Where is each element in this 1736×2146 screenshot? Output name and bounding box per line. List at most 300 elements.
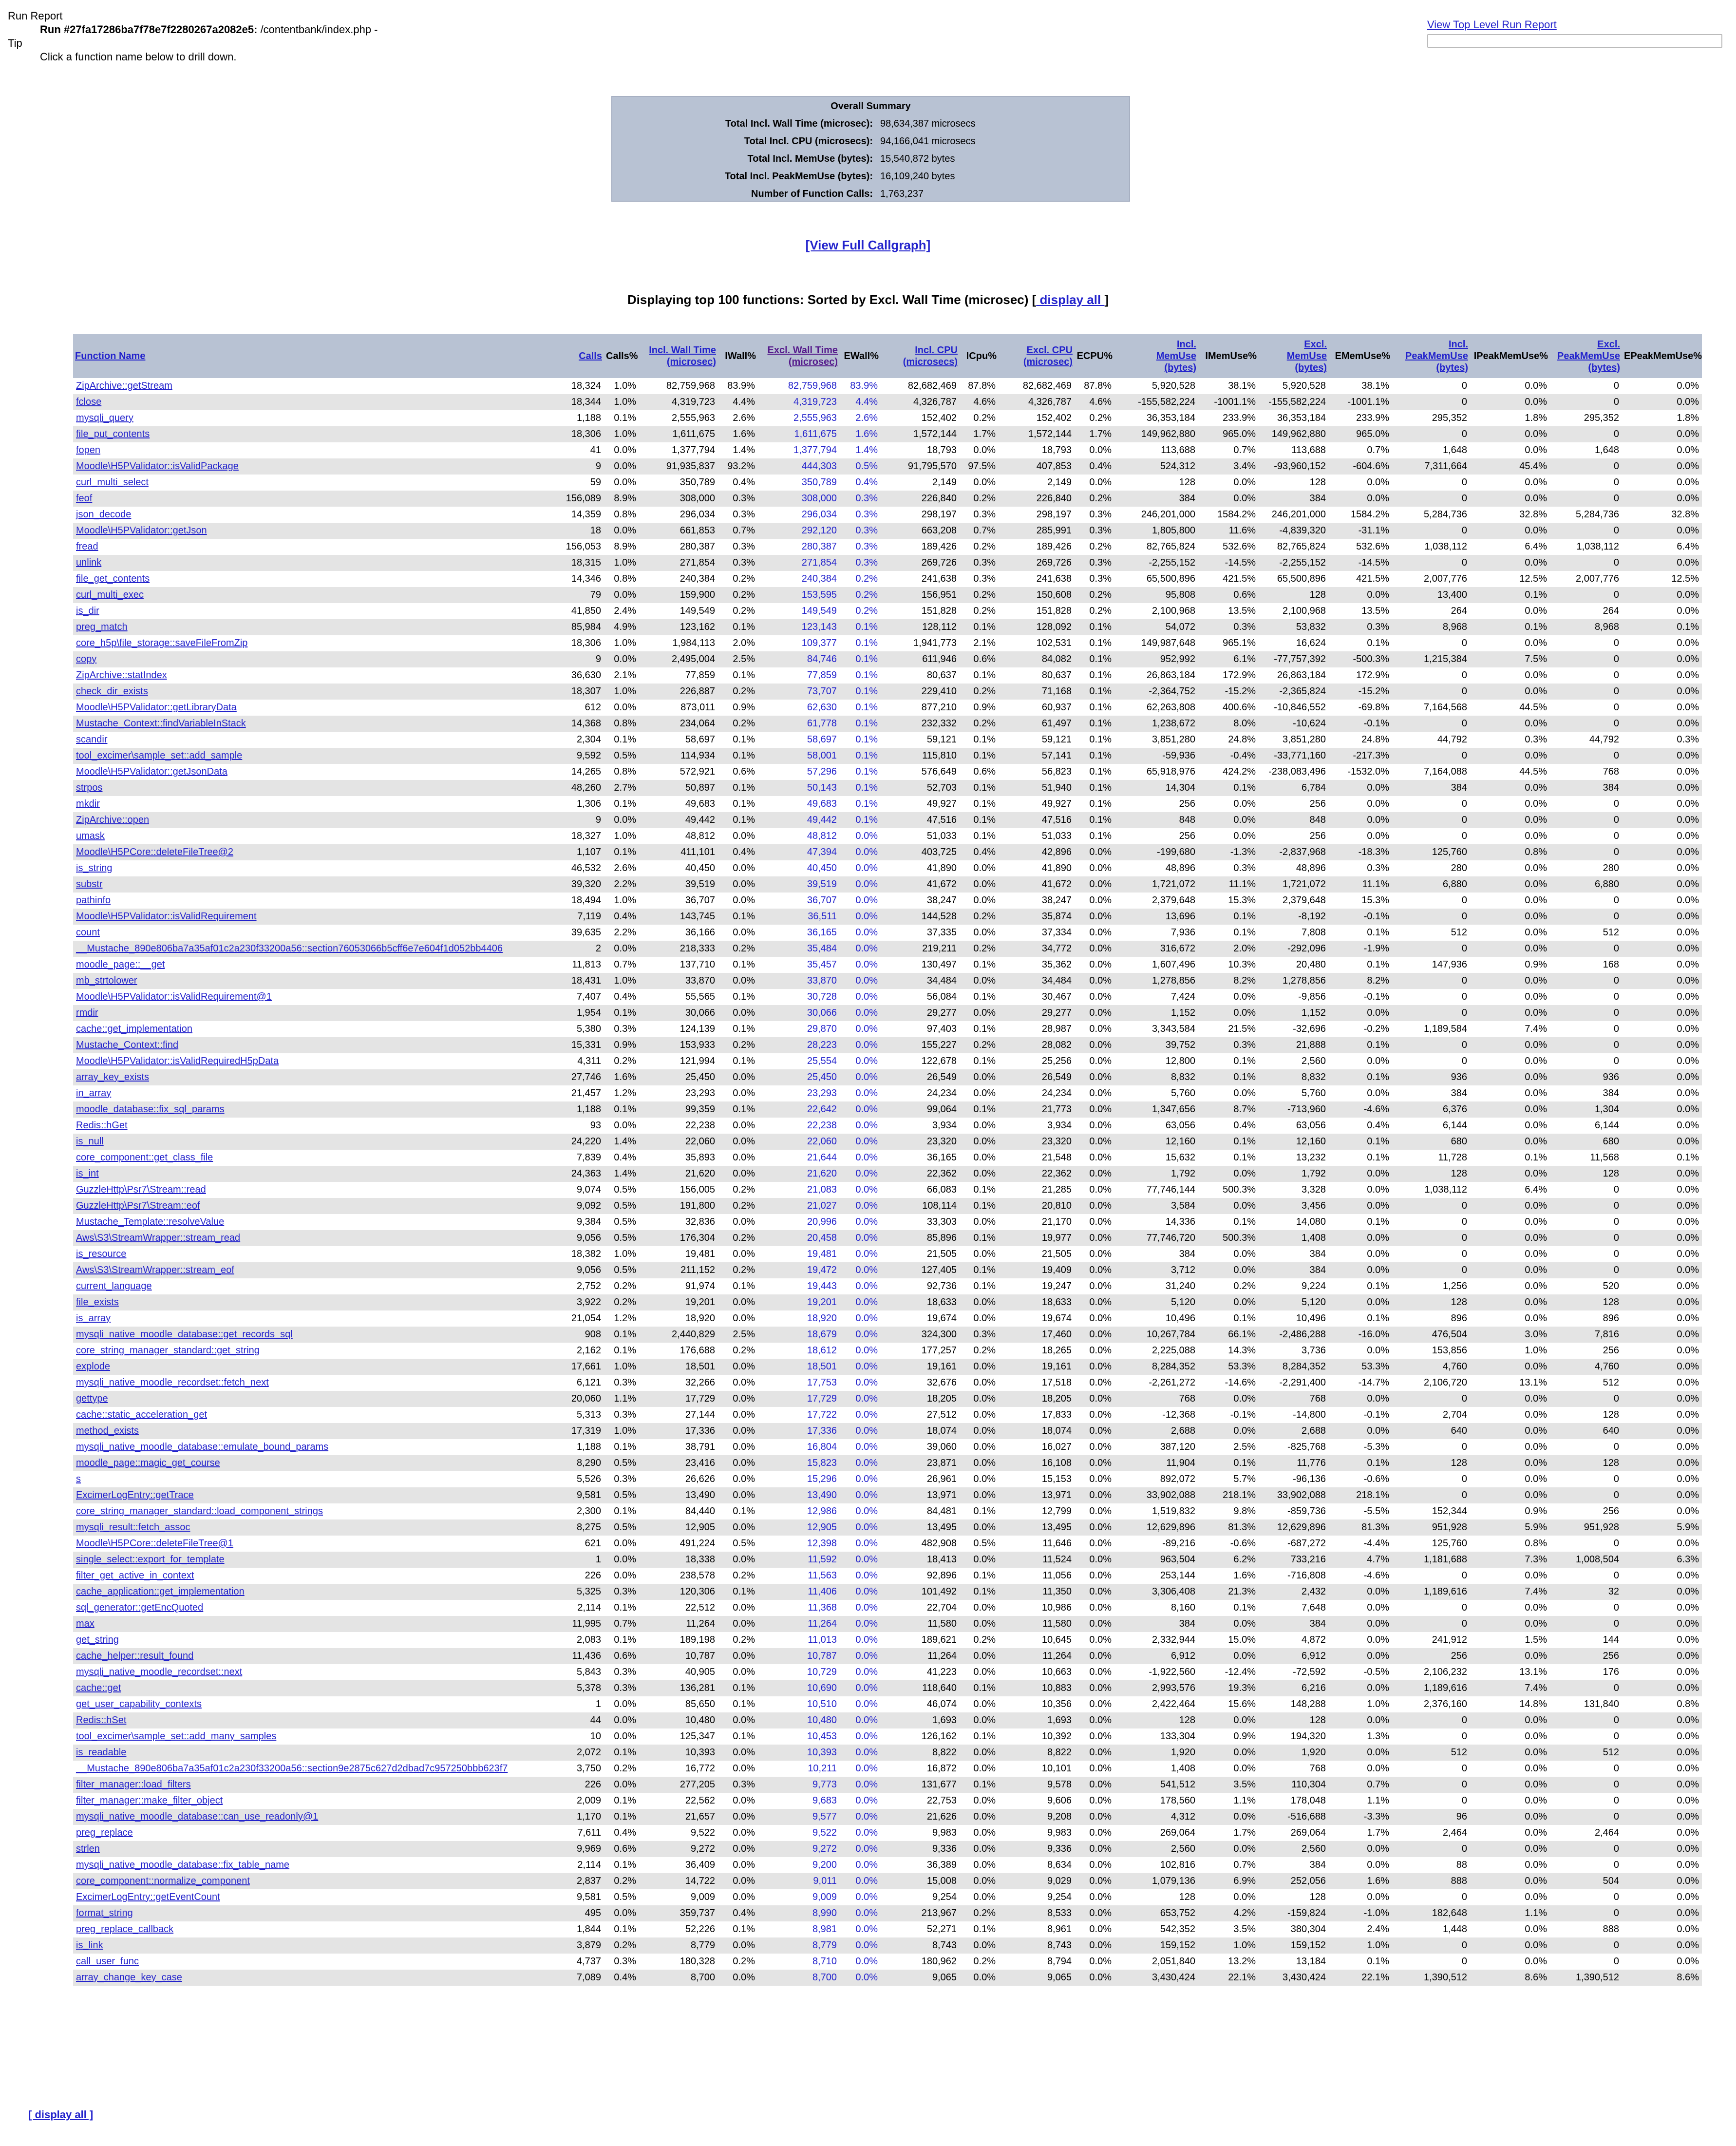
function-link[interactable]: core_component::normalize_component — [76, 1876, 250, 1886]
function-link[interactable]: is_string — [76, 863, 113, 874]
function-name-cell[interactable] — [73, 1889, 561, 1905]
sort-by-column-link[interactable] — [1287, 339, 1327, 373]
function-name-cell[interactable] — [73, 1552, 561, 1568]
function-name-cell[interactable] — [73, 1375, 561, 1391]
sort-by-column-link[interactable] — [1156, 339, 1196, 373]
metric-cell: 0.0% — [1075, 1841, 1114, 1857]
metric-cell: 0.0% — [840, 1278, 881, 1294]
function-name-cell[interactable] — [73, 732, 561, 748]
function-name-cell[interactable] — [73, 442, 561, 458]
column-header[interactable] — [999, 334, 1075, 378]
metric-cell: 0.7% — [1329, 1777, 1392, 1793]
function-name-cell[interactable] — [73, 1664, 561, 1680]
function-link[interactable]: moodle_page::magic_get_course — [76, 1458, 220, 1468]
metric-cell: 0.4% — [604, 1150, 639, 1166]
function-name-cell[interactable] — [73, 1503, 561, 1519]
metric-cell: 0.0% — [1075, 973, 1114, 989]
function-link[interactable]: mysqli_native_moodle_database::get_records_sql — [76, 1329, 293, 1340]
function-link[interactable]: is_readable — [76, 1747, 127, 1758]
function-link[interactable]: is_null — [76, 1136, 104, 1147]
function-link[interactable]: moodle_database::fix_sql_params — [76, 1104, 225, 1115]
function-link[interactable]: mysqli_native_moodle_database::fix_table_name — [76, 1860, 290, 1870]
function-name-cell[interactable] — [73, 1970, 561, 1986]
metric-cell: 7,936 — [1114, 925, 1198, 941]
function-name-cell[interactable] — [73, 1954, 561, 1970]
function-link[interactable]: preg_match — [76, 622, 128, 632]
function-name-cell[interactable] — [73, 973, 561, 989]
column-header — [1622, 334, 1702, 378]
metric-cell: 8,700 — [758, 1970, 840, 1986]
function-link[interactable]: is_link — [76, 1940, 103, 1951]
metric-cell: 500.3% — [1198, 1230, 1259, 1246]
metric-cell: 0.8% — [604, 764, 639, 780]
metric-cell: 8,981 — [758, 1921, 840, 1937]
column-header[interactable] — [1114, 334, 1198, 378]
function-link[interactable]: feof — [76, 493, 93, 504]
function-link[interactable]: core_h5p\file_storage::saveFileFromZip — [76, 638, 248, 648]
column-header[interactable] — [1550, 334, 1622, 378]
metric-cell: 128 — [1392, 1294, 1470, 1310]
metric-cell: 82,765,824 — [1259, 539, 1329, 555]
function-link[interactable]: substr — [76, 879, 103, 890]
function-name-cell[interactable] — [73, 1439, 561, 1455]
column-header[interactable] — [758, 334, 840, 378]
function-link[interactable]: get_user_capability_contexts — [76, 1699, 202, 1709]
function-name-cell[interactable] — [73, 989, 561, 1005]
function-link[interactable]: cache::get — [76, 1683, 121, 1693]
function-link[interactable]: Moodle\H5PCore::deleteFileTree@1 — [76, 1538, 234, 1549]
function-link[interactable]: curl_multi_select — [76, 477, 149, 488]
function-link[interactable]: fopen — [76, 445, 101, 456]
function-name-cell[interactable] — [73, 876, 561, 893]
function-link[interactable]: format_string — [76, 1908, 133, 1918]
function-link[interactable]: scandir — [76, 734, 108, 745]
function-name-cell[interactable] — [73, 1857, 561, 1873]
function-name-cell[interactable] — [73, 1262, 561, 1278]
column-header[interactable] — [881, 334, 960, 378]
function-name-cell[interactable] — [73, 1648, 561, 1664]
sort-by-column-link[interactable] — [903, 345, 958, 367]
function-link[interactable]: explode — [76, 1361, 111, 1372]
function-link[interactable]: cache::get_implementation — [76, 1024, 193, 1034]
function-name-cell[interactable] — [73, 1777, 561, 1793]
metric-cell: 22,362 — [999, 1166, 1075, 1182]
metric-cell: 172.9% — [1198, 667, 1259, 684]
metric-cell: 0 — [1550, 458, 1622, 475]
function-link[interactable]: __Mustache_890e806ba7a35af01c2a230f33200a56::section9e2875c627d2dbad7c957250bbb623f7 — [76, 1763, 508, 1774]
function-link[interactable]: Mustache_Template::resolveValue — [76, 1216, 225, 1227]
sort-by-column-link[interactable] — [579, 351, 602, 361]
function-name-cell[interactable] — [73, 1519, 561, 1536]
function-link[interactable]: strpos — [76, 782, 103, 793]
function-link[interactable]: current_language — [76, 1281, 152, 1291]
metric-cell: 0 — [1550, 684, 1622, 700]
metric-cell: 6,880 — [1392, 876, 1470, 893]
function-name-cell[interactable] — [73, 780, 561, 796]
function-name-cell[interactable] — [73, 555, 561, 571]
metric-cell: 19,161 — [881, 1359, 960, 1375]
function-link[interactable]: mkdir — [76, 798, 100, 809]
metric-cell: 19,201 — [758, 1294, 840, 1310]
function-link[interactable]: tool_excimer\sample_set::add_sample — [76, 750, 243, 761]
function-name-cell[interactable] — [73, 651, 561, 667]
metric-cell: 0.0% — [1470, 1118, 1550, 1134]
function-name-cell[interactable] — [73, 1101, 561, 1118]
function-link[interactable]: unlink — [76, 557, 102, 568]
metric-cell: 0.0% — [1622, 651, 1702, 667]
metric-cell: 269,726 — [881, 555, 960, 571]
metric-cell: 768 — [1259, 1391, 1329, 1407]
metric-cell: 1,377,794 — [639, 442, 718, 458]
table-row — [73, 571, 1702, 587]
function-name-cell[interactable] — [73, 1584, 561, 1600]
metric-cell: 0.0% — [1075, 941, 1114, 957]
function-name-cell[interactable] — [73, 1037, 561, 1053]
function-link[interactable]: cache_application::get_implementation — [76, 1586, 245, 1597]
metric-cell: 10,510 — [758, 1696, 840, 1712]
function-name-cell[interactable] — [73, 458, 561, 475]
bottom-display-all-link[interactable]: [ display all ] — [28, 2108, 94, 2121]
function-name-cell[interactable] — [73, 378, 561, 394]
table-row — [73, 989, 1702, 1005]
function-link[interactable]: Moodle\H5PValidator::getJson — [76, 525, 207, 536]
function-name-cell[interactable] — [73, 1327, 561, 1343]
function-name-cell[interactable] — [73, 394, 561, 410]
column-header[interactable] — [1392, 334, 1470, 378]
metric-cell: 0.1% — [604, 844, 639, 860]
function-name-cell[interactable] — [73, 1182, 561, 1198]
function-name-cell[interactable] — [73, 893, 561, 909]
metric-cell: 36,630 — [561, 667, 604, 684]
metric-cell: 0.0% — [1470, 1391, 1550, 1407]
function-link[interactable]: Redis::hSet — [76, 1715, 127, 1726]
function-link[interactable]: filter_manager::load_filters — [76, 1779, 191, 1790]
metric-cell: 0.1% — [960, 1262, 999, 1278]
function-name-cell[interactable] — [73, 1600, 561, 1616]
column-header-text: IPeakMemUse% — [1473, 351, 1548, 361]
function-link[interactable]: mysqli_result::fetch_assoc — [76, 1522, 190, 1533]
function-name-cell[interactable] — [73, 909, 561, 925]
function-link[interactable]: get_string — [76, 1634, 119, 1645]
function-link[interactable]: mysqli_native_moodle_database::can_use_readonly@1 — [76, 1811, 319, 1822]
table-row — [73, 1680, 1702, 1696]
function-name-cell[interactable] — [73, 684, 561, 700]
function-link[interactable]: curl_multi_exec — [76, 589, 144, 600]
function-link[interactable]: is_array — [76, 1313, 111, 1324]
function-link[interactable]: copy — [76, 654, 97, 665]
metric-cell: 0.0% — [1075, 1712, 1114, 1728]
function-name-cell[interactable] — [73, 1825, 561, 1841]
function-name-cell[interactable] — [73, 1471, 561, 1487]
metric-cell: 2,007,776 — [1550, 571, 1622, 587]
function-link[interactable]: Aws\S3\StreamWrapper::stream_read — [76, 1233, 241, 1243]
function-name-cell[interactable] — [73, 410, 561, 426]
metric-cell: 44.5% — [1470, 700, 1550, 716]
function-link[interactable]: count — [76, 927, 100, 938]
function-name-cell[interactable] — [73, 828, 561, 844]
function-link[interactable]: file_put_contents — [76, 429, 150, 439]
metric-cell: 0.0% — [1470, 394, 1550, 410]
function-link[interactable]: s — [76, 1474, 81, 1484]
function-link[interactable]: is_resource — [76, 1249, 127, 1259]
function-link[interactable]: strlen — [76, 1843, 100, 1854]
function-link[interactable]: fread — [76, 541, 98, 552]
function-link[interactable]: method_exists — [76, 1425, 139, 1436]
function-link[interactable]: ZipArchive::open — [76, 815, 150, 825]
function-name-cell[interactable] — [73, 1166, 561, 1182]
column-header[interactable] — [73, 334, 561, 378]
sort-by-column-link[interactable] — [767, 345, 838, 367]
function-name-cell[interactable] — [73, 1632, 561, 1648]
metric-cell: 0.1% — [1075, 780, 1114, 796]
function-link[interactable]: Mustache_Context::find — [76, 1040, 179, 1050]
function-name-cell[interactable] — [73, 1905, 561, 1921]
metric-cell: 0.1% — [960, 619, 999, 635]
metric-cell: 38.1% — [1329, 378, 1392, 394]
function-link[interactable]: core_component::get_class_file — [76, 1152, 213, 1163]
function-link[interactable]: cache_helper::result_found — [76, 1651, 194, 1661]
function-link[interactable]: Moodle\H5PValidator::isValidRequirement@1 — [76, 991, 272, 1002]
metric-cell: 18,205 — [881, 1391, 960, 1407]
metric-cell: 2,464 — [1392, 1825, 1470, 1841]
function-name-cell[interactable] — [73, 812, 561, 828]
function-link[interactable]: ZipArchive::statIndex — [76, 670, 167, 681]
function-name-cell[interactable] — [73, 1053, 561, 1069]
function-link[interactable]: is_int — [76, 1168, 99, 1179]
function-link[interactable]: Aws\S3\StreamWrapper::stream_eof — [76, 1265, 234, 1275]
function-name-cell[interactable] — [73, 1696, 561, 1712]
function-name-cell[interactable] — [73, 1005, 561, 1021]
metric-cell: 18,633 — [999, 1294, 1075, 1310]
function-link[interactable]: mysqli_native_moodle_recordset::next — [76, 1667, 243, 1677]
function-name-cell[interactable] — [73, 635, 561, 651]
metric-cell: 18,306 — [561, 635, 604, 651]
metric-cell: 0.0% — [1470, 1230, 1550, 1246]
metric-cell: 0.1% — [718, 1021, 758, 1037]
function-link[interactable]: in_array — [76, 1088, 112, 1099]
function-name-cell[interactable] — [73, 941, 561, 957]
function-name-cell[interactable] — [73, 1343, 561, 1359]
function-name-cell[interactable] — [73, 748, 561, 764]
metric-cell: 1.0% — [1470, 1343, 1550, 1359]
function-name-cell[interactable] — [73, 1230, 561, 1246]
view-full-callgraph-link[interactable]: [View Full Callgraph] — [805, 238, 931, 252]
function-name-cell[interactable] — [73, 426, 561, 442]
metric-cell: 91,974 — [639, 1278, 718, 1294]
metric-cell: 2,106,232 — [1392, 1664, 1470, 1680]
function-link[interactable]: Redis::hGet — [76, 1120, 128, 1131]
function-link[interactable]: GuzzleHttp\Psr7\Stream::read — [76, 1184, 206, 1195]
function-name-cell[interactable] — [73, 1841, 561, 1857]
metric-cell: 71,168 — [999, 684, 1075, 700]
function-link[interactable]: file_get_contents — [76, 573, 150, 584]
function-name-cell[interactable] — [73, 1246, 561, 1262]
metric-cell: 0 — [1550, 1889, 1622, 1905]
function-link[interactable]: mb_strtolower — [76, 975, 137, 986]
metric-cell: 57,296 — [758, 764, 840, 780]
function-link[interactable]: core_string_manager_standard::load_component_strings — [76, 1506, 323, 1517]
metric-cell: 3,934 — [999, 1118, 1075, 1134]
function-link[interactable]: mysqli_query — [76, 413, 133, 423]
function-link[interactable]: array_change_key_case — [76, 1972, 182, 1983]
function-name-cell[interactable] — [73, 1407, 561, 1423]
function-name-cell[interactable] — [73, 1921, 561, 1937]
metric-cell: 0.0% — [1622, 458, 1702, 475]
function-name-cell[interactable] — [73, 925, 561, 941]
function-link[interactable]: Moodle\H5PValidator::isValidRequiredH5pData — [76, 1056, 279, 1066]
function-link[interactable]: __Mustache_890e806ba7a35af01c2a230f33200a56::section76053066b5cff6e7e604f1d052bb4406 — [76, 943, 503, 954]
metric-cell: 0.2% — [718, 1182, 758, 1198]
metric-cell: 0.0% — [960, 1069, 999, 1085]
function-link[interactable]: ExcimerLogEntry::getEventCount — [76, 1892, 220, 1902]
function-link[interactable]: preg_replace — [76, 1827, 133, 1838]
function-name-cell[interactable] — [73, 1069, 561, 1085]
function-link[interactable]: tool_excimer\sample_set::add_many_samples — [76, 1731, 277, 1742]
function-link[interactable]: single_select::export_for_template — [76, 1554, 225, 1565]
metric-cell: 0.0% — [1622, 587, 1702, 603]
function-name-cell[interactable] — [73, 1118, 561, 1134]
function-link[interactable]: umask — [76, 831, 105, 841]
metric-cell: 0.0% — [718, 1375, 758, 1391]
function-name-cell[interactable] — [73, 1761, 561, 1777]
function-name-cell[interactable] — [73, 1487, 561, 1503]
metric-cell: 57,141 — [999, 748, 1075, 764]
function-name-cell[interactable] — [73, 1728, 561, 1745]
function-name-cell[interactable] — [73, 491, 561, 507]
metric-cell: 0 — [1392, 716, 1470, 732]
column-header[interactable] — [561, 334, 604, 378]
function-name-cell[interactable] — [73, 1616, 561, 1632]
metric-cell: 99,359 — [639, 1101, 718, 1118]
function-link[interactable]: mysqli_native_moodle_recordset::fetch_next — [76, 1377, 269, 1388]
function-link[interactable]: moodle_page::__get — [76, 959, 165, 970]
function-name-cell[interactable] — [73, 860, 561, 876]
function-link[interactable]: mysqli_native_moodle_database::emulate_bound_params — [76, 1442, 329, 1452]
sort-by-column-link[interactable] — [649, 345, 716, 367]
metric-cell: 9,092 — [561, 1198, 604, 1214]
function-name-cell[interactable] — [73, 1873, 561, 1889]
metric-cell: 24.8% — [1198, 732, 1259, 748]
column-header[interactable] — [639, 334, 718, 378]
function-name-cell[interactable] — [73, 523, 561, 539]
function-link[interactable]: filter_manager::make_filter_object — [76, 1795, 223, 1806]
function-name-cell[interactable] — [73, 571, 561, 587]
function-name-cell[interactable] — [73, 1455, 561, 1471]
sort-by-column-link[interactable] — [1557, 339, 1620, 373]
function-name-cell[interactable] — [73, 1310, 561, 1327]
function-link[interactable]: preg_replace_callback — [76, 1924, 174, 1935]
function-link[interactable]: pathinfo — [76, 895, 111, 906]
table-row — [73, 1761, 1702, 1777]
metric-cell: 23,293 — [758, 1085, 840, 1101]
function-name-cell[interactable] — [73, 587, 561, 603]
function-name-cell[interactable] — [73, 1021, 561, 1037]
function-name-cell[interactable] — [73, 1391, 561, 1407]
function-link[interactable]: fclose — [76, 397, 102, 407]
function-name-cell[interactable] — [73, 1793, 561, 1809]
metric-cell: 59,121 — [881, 732, 960, 748]
table-row — [73, 1166, 1702, 1182]
function-link[interactable]: Mustache_Context::findVariableInStack — [76, 718, 246, 729]
function-name-cell[interactable] — [73, 603, 561, 619]
function-name-cell[interactable] — [73, 1085, 561, 1101]
function-link[interactable]: Moodle\H5PValidator::getJsonData — [76, 766, 227, 777]
function-name-cell[interactable] — [73, 1568, 561, 1584]
column-header[interactable] — [1259, 334, 1329, 378]
function-link[interactable]: sql_generator::getEncQuoted — [76, 1602, 204, 1613]
function-link[interactable]: is_dir — [76, 606, 99, 616]
function-name-cell[interactable] — [73, 1294, 561, 1310]
metric-cell: 0.0% — [960, 1085, 999, 1101]
function-name-cell[interactable] — [73, 1937, 561, 1954]
function-name-cell[interactable] — [73, 1712, 561, 1728]
function-name-cell[interactable] — [73, 844, 561, 860]
function-link[interactable]: check_dir_exists — [76, 686, 148, 697]
function-link[interactable]: json_decode — [76, 509, 132, 520]
metric-cell: 238,578 — [639, 1568, 718, 1584]
function-link[interactable]: ExcimerLogEntry::getTrace — [76, 1490, 194, 1500]
function-link[interactable]: gettype — [76, 1393, 108, 1404]
table-row — [73, 764, 1702, 780]
function-name-cell[interactable] — [73, 539, 561, 555]
function-link[interactable]: file_exists — [76, 1297, 119, 1308]
function-name-cell[interactable] — [73, 957, 561, 973]
function-name-cell[interactable] — [73, 1809, 561, 1825]
sort-by-column-link[interactable] — [1405, 339, 1468, 373]
function-link[interactable]: Moodle\H5PValidator::getLibraryData — [76, 702, 237, 713]
column-header — [1075, 334, 1114, 378]
function-name-cell[interactable] — [73, 716, 561, 732]
function-name-cell[interactable] — [73, 700, 561, 716]
function-name-cell[interactable] — [73, 764, 561, 780]
top-level-run-report-link[interactable]: View Top Level Run Report — [1427, 19, 1557, 31]
function-link[interactable]: Moodle\H5PCore::deleteFileTree@2 — [76, 847, 234, 857]
function-link[interactable]: cache::static_acceleration_get — [76, 1409, 208, 1420]
metric-cell: 7.4% — [1470, 1584, 1550, 1600]
metric-cell: 0.1% — [718, 812, 758, 828]
function-name-cell[interactable] — [73, 796, 561, 812]
function-name-cell[interactable] — [73, 1214, 561, 1230]
function-name-cell[interactable] — [73, 667, 561, 684]
function-link[interactable]: ZipArchive::getStream — [76, 380, 172, 391]
function-link[interactable]: Moodle\H5PValidator::isValidRequirement — [76, 911, 257, 922]
function-name-cell[interactable] — [73, 1278, 561, 1294]
function-link[interactable]: Moodle\H5PValidator::isValidPackage — [76, 461, 239, 472]
function-name-cell[interactable] — [73, 1134, 561, 1150]
function-link[interactable]: core_string_manager_standard::get_string — [76, 1345, 260, 1356]
function-link[interactable]: call_user_func — [76, 1956, 139, 1967]
function-name-cell[interactable] — [73, 1359, 561, 1375]
sort-by-column-link[interactable] — [1023, 345, 1073, 367]
function-name-cell[interactable] — [73, 507, 561, 523]
function-link[interactable]: GuzzleHttp\Psr7\Stream::eof — [76, 1200, 200, 1211]
function-link[interactable]: max — [76, 1618, 94, 1629]
function-name-cell[interactable] — [73, 1680, 561, 1696]
function-name-cell[interactable] — [73, 1745, 561, 1761]
metric-cell: 350,789 — [639, 475, 718, 491]
function-link[interactable]: rmdir — [76, 1007, 98, 1018]
function-name-cell[interactable] — [73, 475, 561, 491]
function-name-cell[interactable] — [73, 619, 561, 635]
function-link[interactable]: filter_get_active_in_context — [76, 1570, 194, 1581]
function-name-cell[interactable] — [73, 1536, 561, 1552]
display-all-link[interactable]: display all — [1036, 292, 1105, 307]
function-name-cell[interactable] — [73, 1198, 561, 1214]
sort-by-column-link[interactable] — [75, 351, 145, 361]
function-link[interactable]: array_key_exists — [76, 1072, 150, 1082]
function-name-cell[interactable] — [73, 1423, 561, 1439]
function-name-cell[interactable] — [73, 1150, 561, 1166]
